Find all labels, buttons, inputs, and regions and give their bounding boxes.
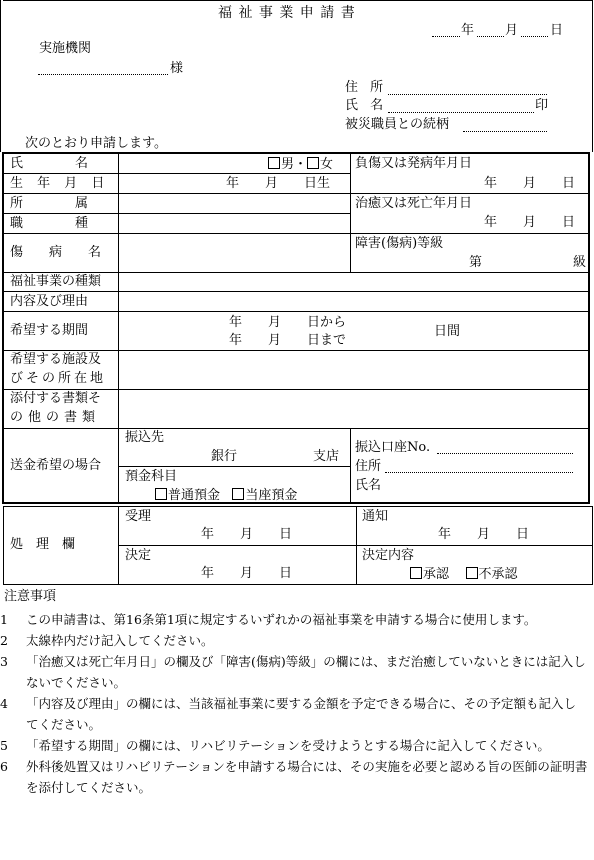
injury-date-label: 負傷又は発病年月日 xyxy=(355,156,473,171)
bank-label[interactable]: 銀行 xyxy=(211,449,238,464)
rejected-label: 不承認 xyxy=(478,567,518,582)
account-no-blank[interactable] xyxy=(437,453,573,454)
disease-label: 傷 病 名 xyxy=(10,245,102,260)
deposit-options[interactable] xyxy=(155,488,297,502)
remit-name-label: 氏名 xyxy=(355,478,382,493)
birth-date-field[interactable]: 年 月 日生 xyxy=(226,176,331,191)
branch-label[interactable]: 支店 xyxy=(313,449,340,464)
notified-label: 通知 xyxy=(362,509,389,524)
header-month: 月 xyxy=(505,23,519,38)
period-label: 希望する期間 xyxy=(10,323,89,338)
current-checkbox[interactable] xyxy=(232,488,244,500)
row-line xyxy=(4,311,588,312)
male-checkbox[interactable] xyxy=(268,157,280,169)
decision-content-label: 決定内容 xyxy=(362,548,415,563)
remit-address-blank[interactable] xyxy=(385,472,573,473)
decision-options[interactable] xyxy=(410,567,518,581)
female-label: 女 xyxy=(320,157,334,172)
processing-label: 処 理 欄 xyxy=(10,537,76,552)
note-item: 4 「内容及び理由」の欄には、当該福祉事業に要する金額を予定できる場合に、その予定額も記入してください。 xyxy=(0,696,577,732)
deposit-type-label: 預金科目 xyxy=(125,469,178,484)
note-item: 5 「希望する期間」の欄には、リハビリテーションを受けようとする場合に記入してください。 xyxy=(0,738,550,753)
female-checkbox[interactable] xyxy=(307,157,319,169)
decided-label: 決定 xyxy=(125,548,152,563)
row-line xyxy=(4,350,588,351)
year-blank[interactable] xyxy=(432,36,460,37)
row-line xyxy=(4,272,588,273)
injury-date-value[interactable]: 年 月 日 xyxy=(484,176,576,191)
current-label: 当座預金 xyxy=(245,488,298,503)
proc-mid-line xyxy=(118,545,592,546)
transfer-to-label: 振込先 xyxy=(125,430,165,445)
row-line xyxy=(4,291,588,292)
facility-label-1: 希望する施設及 xyxy=(10,352,102,367)
cure-date-value[interactable]: 年 月 日 xyxy=(484,215,576,230)
address-blank[interactable] xyxy=(388,94,547,95)
proc-top-line xyxy=(3,506,592,507)
seal-mark: 印 xyxy=(535,98,549,113)
disability-label: 障害(傷病)等級 xyxy=(355,236,444,251)
reason-label: 内容及び理由 xyxy=(10,294,89,309)
row-line xyxy=(4,193,588,194)
received-date[interactable]: 年 月 日 xyxy=(201,527,293,542)
received-label: 受理 xyxy=(125,509,152,524)
row-line xyxy=(4,173,351,174)
approved-label: 承認 xyxy=(423,567,450,582)
proc-right-line xyxy=(592,506,593,585)
affiliation-label: 所 属 xyxy=(10,196,89,211)
proc-bottom-line xyxy=(3,584,592,585)
header-day: 日 xyxy=(550,23,564,38)
proc-col-line xyxy=(118,506,119,585)
agency-honorific: 様 xyxy=(170,61,184,76)
agency-blank[interactable] xyxy=(38,74,168,75)
name-label: 氏 名 xyxy=(10,156,89,171)
col-line xyxy=(350,154,351,272)
applicant-name-blank[interactable] xyxy=(388,112,534,113)
notified-date[interactable]: 年 月 日 xyxy=(438,527,530,542)
row-line xyxy=(118,466,351,467)
applicant-name-label: 氏 名 xyxy=(345,98,388,113)
proc-col-line xyxy=(356,506,357,585)
day-blank[interactable] xyxy=(521,36,548,37)
period-from[interactable]: 年 月 日から xyxy=(229,315,347,330)
male-label: 男・ xyxy=(281,157,308,172)
period-days[interactable]: 日間 xyxy=(434,324,461,339)
row-line xyxy=(4,213,351,214)
remit-label: 送金希望の場合 xyxy=(10,458,102,473)
right-border xyxy=(592,0,593,152)
docs-label-1: 添付する書類そ xyxy=(10,391,102,406)
intro-text: 次のとおり申請します。 xyxy=(25,136,167,151)
form-title: 福 祉 事 業 申 請 書 xyxy=(218,5,356,21)
gender-field[interactable] xyxy=(268,157,333,171)
decided-date[interactable]: 年 月 日 xyxy=(201,566,293,581)
period-to[interactable]: 年 月 日まで xyxy=(229,333,347,348)
header-year: 年 xyxy=(461,23,475,38)
col-line xyxy=(118,154,119,502)
row-line xyxy=(4,233,588,234)
cure-date-label: 治癒又は死亡年月日 xyxy=(355,196,473,211)
left-border xyxy=(0,0,1,152)
note-item: 2 太線枠内だけ記入してください。 xyxy=(0,633,214,648)
top-border xyxy=(3,0,592,1)
disability-prefix: 第 xyxy=(469,255,483,270)
relation-blank[interactable] xyxy=(463,131,547,132)
facility-label-2: びその所在地 xyxy=(10,371,107,386)
address-label: 住 所 xyxy=(345,80,388,95)
note-item: 1 この申請書は、第16条第1項に規定するいずれかの福祉事業を申請する場合に使用します。 xyxy=(0,612,537,627)
ordinary-checkbox[interactable] xyxy=(155,488,167,500)
welfare-type-label: 福祉事業の種類 xyxy=(10,274,102,289)
relation-label: 被災職員との続柄 xyxy=(345,117,450,132)
agency-label: 実施機関 xyxy=(39,41,92,56)
docs-label-2: の他の書類 xyxy=(10,410,101,425)
account-no-label: 振込口座No. xyxy=(355,440,431,455)
col-line xyxy=(350,428,351,502)
notes-list xyxy=(0,609,588,798)
note-item: 6 外科後処置又はリハビリテーションを申請する場合には、その実施を必要と認める旨の医師の証明書を添付してください。 xyxy=(0,759,588,795)
approved-checkbox[interactable] xyxy=(410,567,422,579)
disability-suffix: 級 xyxy=(573,255,587,270)
ordinary-label: 普通預金 xyxy=(168,488,221,503)
job-label: 職 種 xyxy=(10,216,89,231)
row-line xyxy=(4,389,588,390)
notes-title: 注意事項 xyxy=(4,589,57,604)
remit-address-label: 住所 xyxy=(355,459,382,474)
rejected-checkbox[interactable] xyxy=(466,567,478,579)
month-blank[interactable] xyxy=(477,36,504,37)
proc-left-line xyxy=(3,506,4,585)
note-item: 3 「治癒又は死亡年月日」の欄及び「障害(傷病)等級」の欄には、まだ治癒していないときには記入しないでください。 xyxy=(0,654,586,690)
row-line xyxy=(4,428,588,429)
birth-label: 生 年 月 日 xyxy=(10,176,110,191)
